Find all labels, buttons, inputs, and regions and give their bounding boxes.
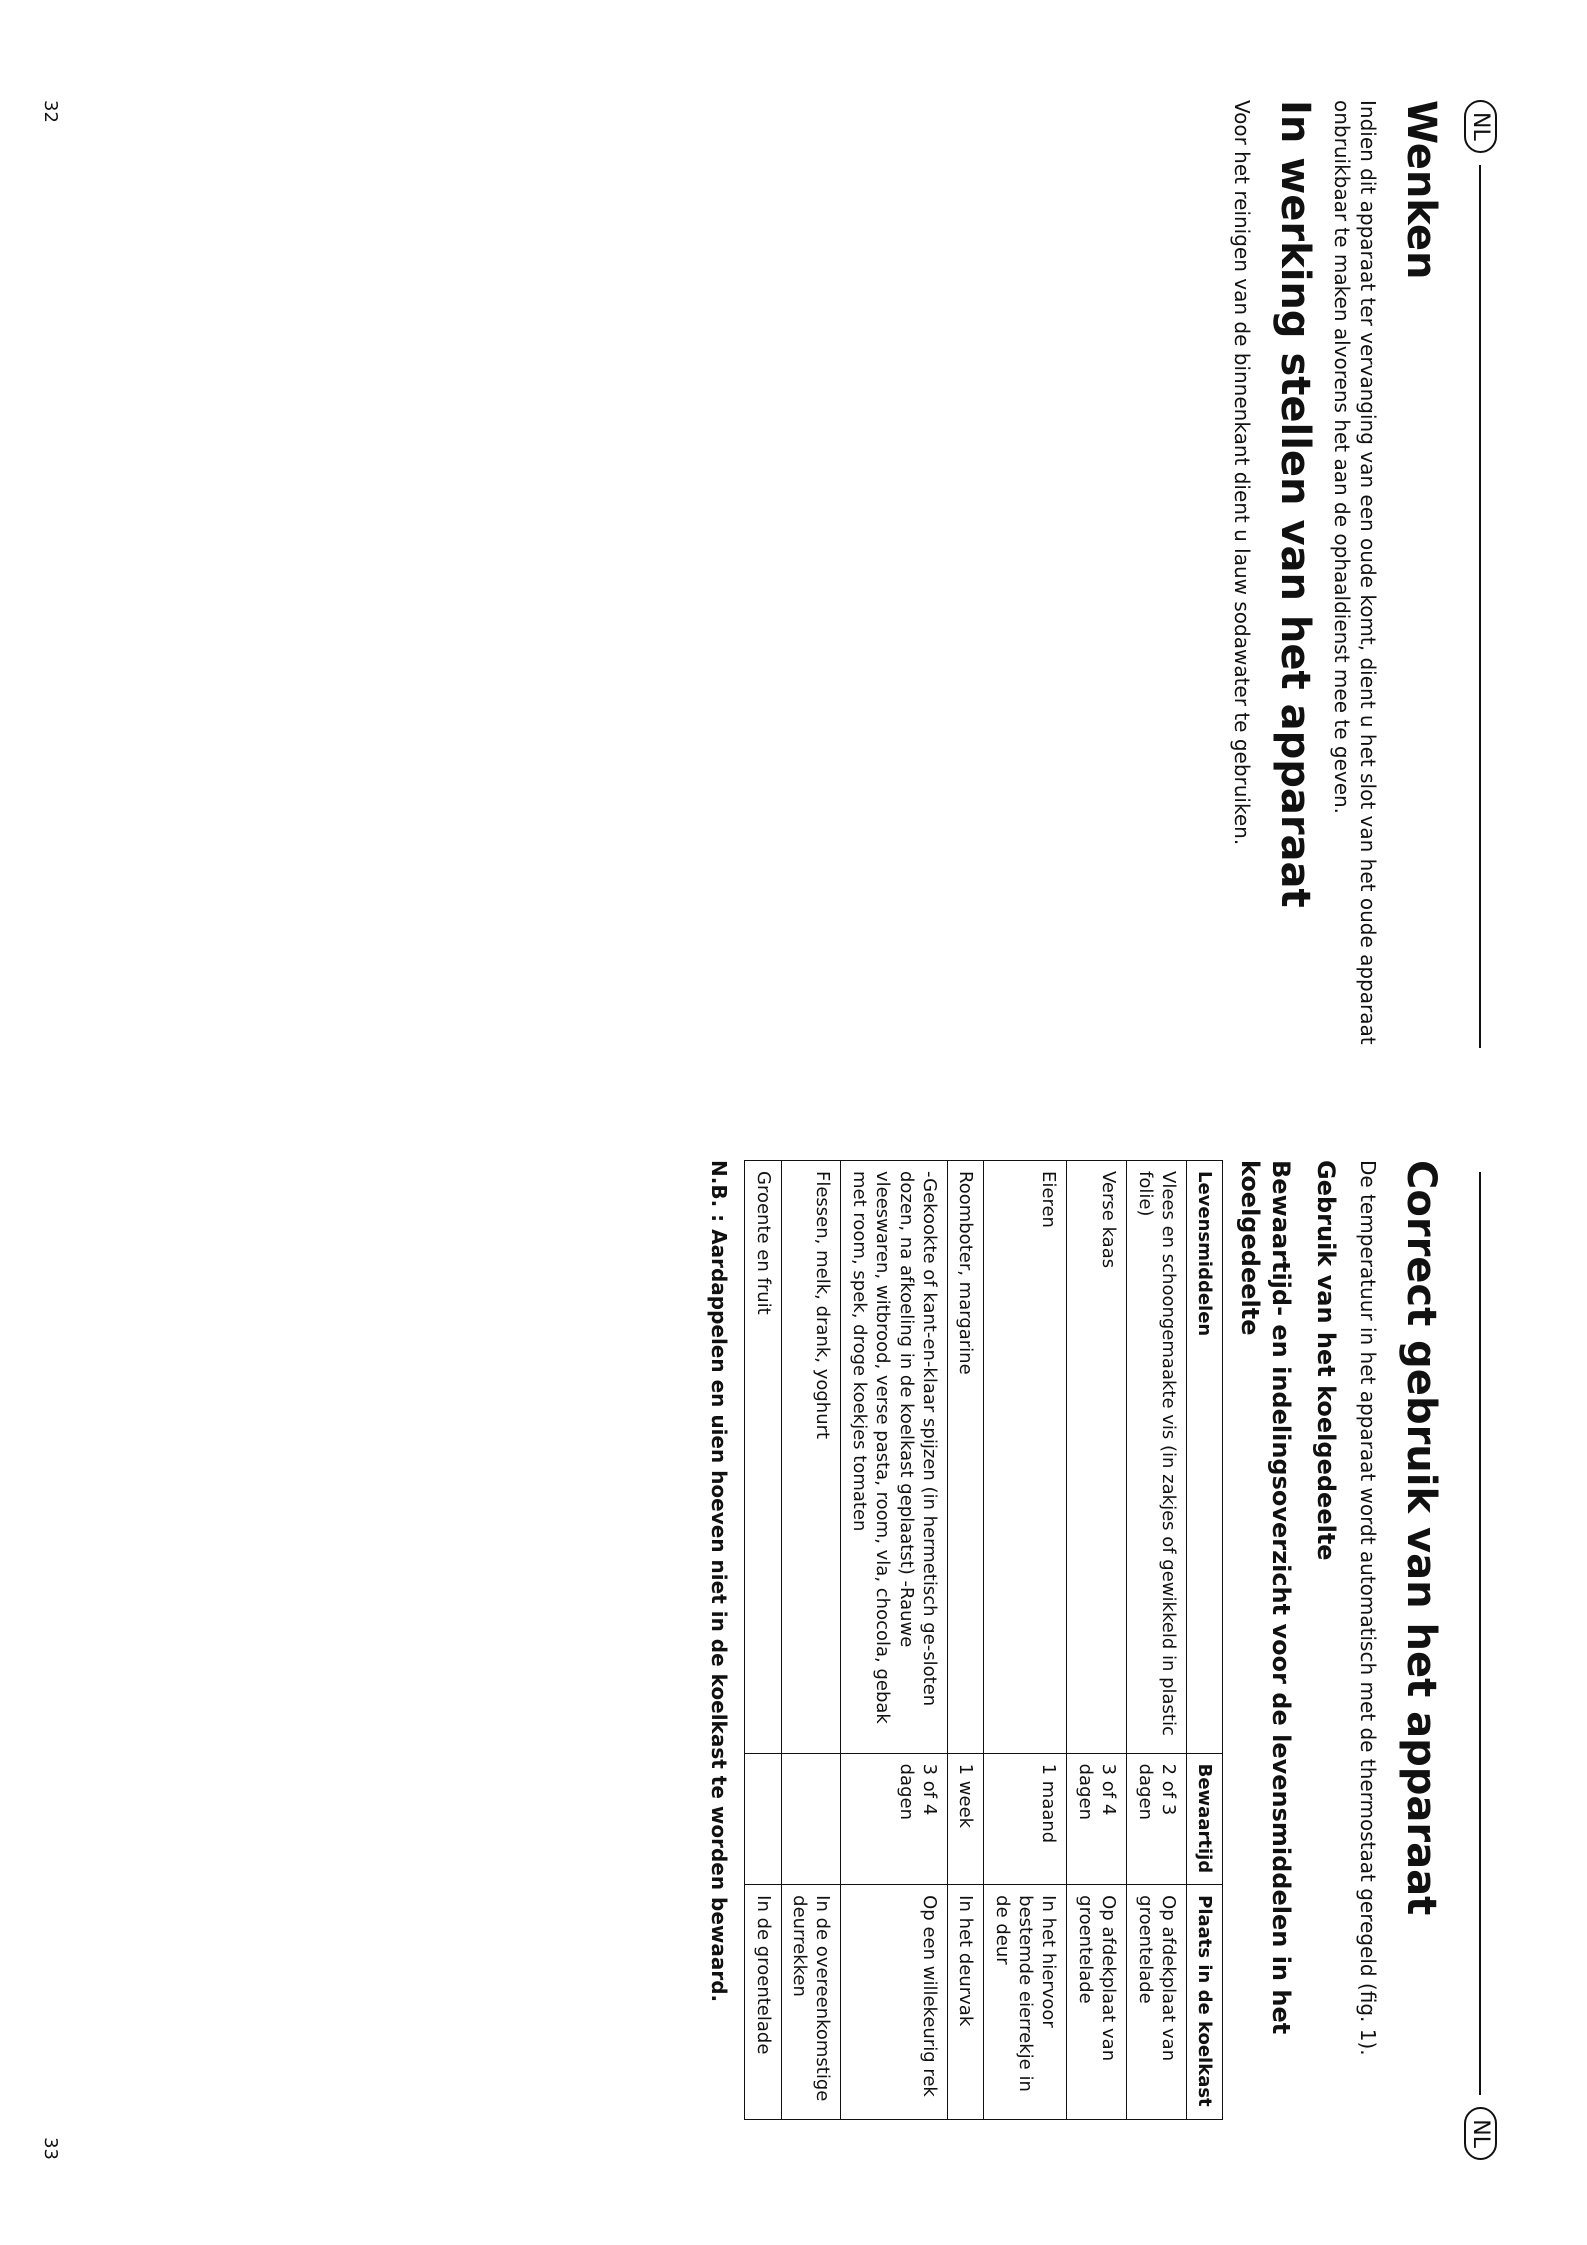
table-header: Plaats in de koelkast bbox=[1187, 1885, 1223, 2120]
storage-table bbox=[744, 1160, 1223, 2120]
section-title-correct-gebruik: Correct gebruik van het apparaat bbox=[1398, 1160, 1444, 1916]
language-badge: NL bbox=[1464, 100, 1497, 153]
table-row bbox=[947, 1161, 983, 2120]
table-row bbox=[745, 1161, 781, 2120]
left-column bbox=[1221, 100, 1447, 1060]
table-cell: -Gekookte of kant-en-klaar spijzen (in hermetisch ge-sloten dozen, na afkoeling in de koelkast geplaatst) -Rauwe vleeswaren, witbrood, verse pasta, room, vla, chocola, gebak met room, spek, droge koekjes tomaten bbox=[841, 1161, 948, 1754]
table-cell: In het hiervoor bestemde eierrekje in de deur bbox=[984, 1885, 1067, 2120]
table-cell: Verse kaas bbox=[1067, 1161, 1127, 1754]
section-title-wenken: Wenken bbox=[1398, 100, 1444, 280]
table-cell: In het deurvak bbox=[947, 1885, 983, 2120]
table-cell: Op een willekeurig rek bbox=[841, 1885, 948, 2120]
table-cell: 3 of 4 dagen bbox=[841, 1753, 948, 1885]
in-werking-paragraph: Voor het reinigen van de binnenkant dient u lauw sodawater te gebruiken. bbox=[1230, 100, 1254, 846]
page-left bbox=[0, 60, 1587, 1100]
table-cell: Flessen, melk, drank, yoghurt bbox=[781, 1161, 841, 1754]
table-header: Bewaartijd bbox=[1187, 1753, 1223, 1885]
section-title-in-werking: In werking stellen van het apparaat bbox=[1272, 100, 1318, 908]
table-cell: In de overeenkomstige deurrekken bbox=[781, 1885, 841, 2120]
table-cell: Op afdekplaat van groentelade bbox=[1127, 1885, 1187, 2120]
table-row bbox=[781, 1161, 841, 2120]
table-header: Levensmiddelen bbox=[1187, 1161, 1223, 1754]
subheading-koelgedeelte: Gebruik van het koelgedeelte bbox=[1312, 1160, 1340, 1561]
page-number-left: 32 bbox=[40, 100, 61, 123]
table-row bbox=[1127, 1161, 1187, 2120]
header-rule bbox=[1480, 1172, 1482, 2095]
footnote-nb: N.B. : Aardappelen en uien hoeven niet in de koelkast te worden bewaard. bbox=[707, 1160, 732, 2003]
header-line bbox=[1464, 1160, 1497, 2160]
table-cell: Eieren bbox=[984, 1161, 1067, 1754]
page-right bbox=[0, 1120, 1587, 2200]
table-cell: 2 of 3 dagen bbox=[1127, 1753, 1187, 1885]
subheading-table: Bewaartijd- en indelingsoverzicht voor de levensmiddelen in het koelgedeelte bbox=[1235, 1160, 1295, 2035]
wenken-paragraph: Indien dit apparaat ter vervanging van een oude komt, dient u het slot van het oude apparaat onbruikbaar te maken alvorens het aan de ophaaldienst mee te geven. bbox=[1330, 100, 1380, 1045]
table-cell: 3 of 4 dagen bbox=[1067, 1753, 1127, 1885]
table-cell: 1 maand bbox=[984, 1753, 1067, 1885]
table-row bbox=[841, 1161, 948, 2120]
table-cell: Groente en fruit bbox=[745, 1161, 781, 1754]
page-number-right: 33 bbox=[40, 2137, 61, 2160]
table-cell: Roomboter, margarine bbox=[947, 1161, 983, 1754]
table-cell: Vlees en schoongemaakte vis (in zakjes of gewikkeld in plastic folie) bbox=[1127, 1161, 1187, 1754]
table-cell: 1 week bbox=[947, 1753, 983, 1885]
right-column bbox=[706, 1160, 1447, 2120]
table-row bbox=[1067, 1161, 1127, 2120]
correct-gebruik-paragraph: De temperatuur in het apparaat wordt automatisch met de thermostaat geregeld (fig. 1). bbox=[1356, 1160, 1380, 2056]
table-cell bbox=[781, 1753, 841, 1885]
table-cell: In de groentelade bbox=[745, 1885, 781, 2120]
language-badge: NL bbox=[1464, 2107, 1497, 2160]
header-rule bbox=[1480, 165, 1482, 1048]
header-line bbox=[1464, 100, 1497, 1060]
table-cell bbox=[745, 1753, 781, 1885]
table-cell: Op afdekplaat van groentelade bbox=[1067, 1885, 1127, 2120]
table-row bbox=[984, 1161, 1067, 2120]
